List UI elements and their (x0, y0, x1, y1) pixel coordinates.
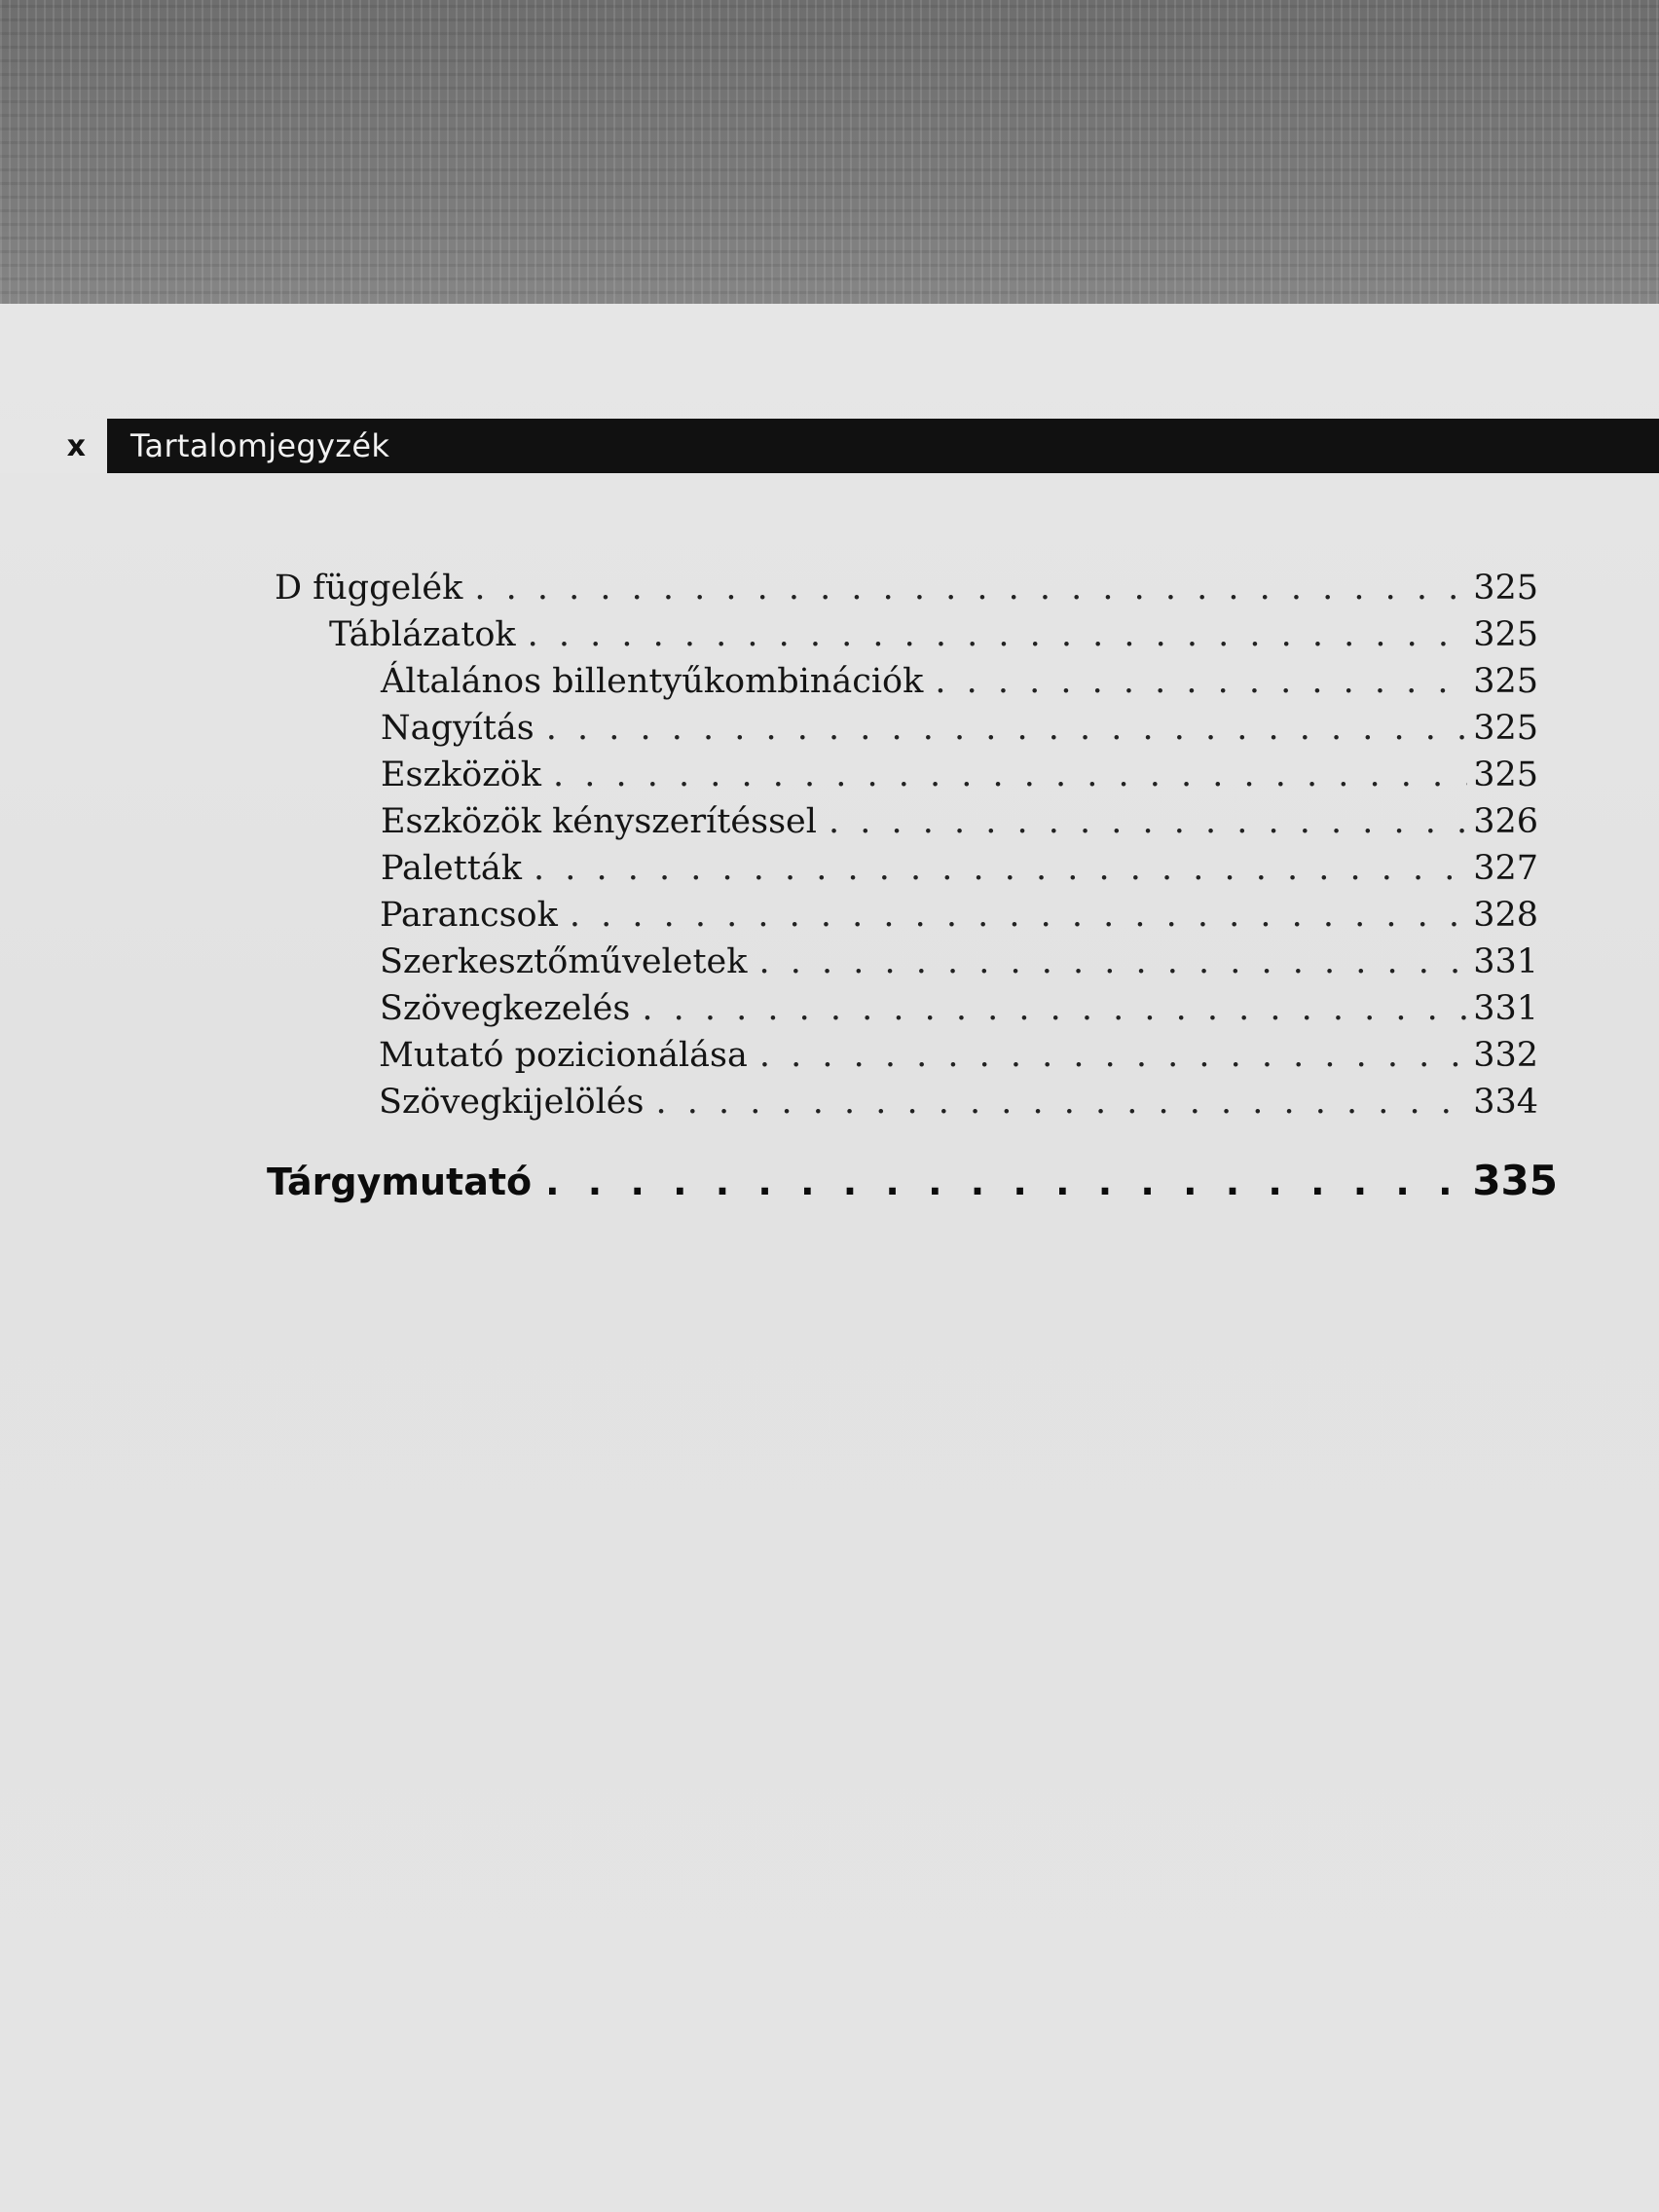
toc-entry-label: Mutató pozicionálása (379, 1036, 748, 1075)
toc-entry-label: Szerkesztőműveletek (380, 942, 748, 981)
toc-index-label: Tárgymutató (267, 1161, 533, 1203)
dot-leader (759, 1036, 1467, 1075)
toc-entry (379, 1083, 1538, 1129)
toc-entry-label: Paletták (381, 849, 522, 888)
toc-entry-page: 331 (1473, 942, 1538, 981)
toc-entry-page: 332 (1473, 1036, 1538, 1075)
toc-entry-page: 334 (1473, 1083, 1538, 1122)
toc-entry-label: Eszközök (381, 756, 541, 794)
dot-leader (553, 756, 1467, 794)
toc-entry-page: 327 (1473, 849, 1538, 888)
toc-entry-label: Szövegkezelés (380, 989, 631, 1028)
toc-entry-label: Szövegkijelölés (379, 1083, 645, 1122)
toc-entry-label: Nagyítás (381, 709, 535, 748)
dot-leader (655, 1083, 1467, 1122)
dot-leader (474, 569, 1467, 608)
toc-entry (381, 709, 1538, 756)
dot-leader (534, 849, 1467, 888)
toc-index-page: 335 (1472, 1157, 1558, 1204)
toc-entry (275, 569, 1538, 615)
toc-entry (381, 662, 1538, 709)
toc-entry (381, 849, 1538, 896)
toc-entry-label: Táblázatok (329, 615, 516, 654)
dot-leader (570, 896, 1467, 935)
toc-entry (329, 615, 1538, 662)
toc-entry-label: Parancsok (380, 896, 558, 935)
toc-entry-page: 331 (1473, 989, 1538, 1028)
dot-leader (528, 615, 1468, 654)
toc-entry (379, 1036, 1538, 1083)
toc-entry-page: 325 (1473, 569, 1538, 608)
toc-entry-label: Általános billentyűkombinációk (381, 662, 924, 701)
book-page (0, 304, 1659, 2212)
toc-entry-page: 325 (1473, 615, 1538, 654)
dot-leader (758, 942, 1467, 981)
background-surface (0, 0, 1659, 321)
dot-leader (829, 802, 1467, 841)
toc-entry-label: Eszközök kényszerítéssel (381, 802, 817, 841)
dot-leader (545, 1161, 1464, 1203)
toc-entry (380, 942, 1538, 989)
dot-leader (642, 989, 1467, 1028)
toc-entry-page: 325 (1473, 709, 1538, 748)
dot-leader (935, 662, 1467, 701)
toc-index-entry (267, 1157, 1558, 1204)
toc-entry (381, 756, 1538, 802)
header-page-number: x (0, 419, 107, 473)
toc-entry (381, 802, 1538, 849)
toc-entry-page: 326 (1473, 802, 1538, 841)
toc-entry-label: D függelék (275, 569, 463, 608)
header-title: Tartalomjegyzék (130, 427, 390, 464)
dot-leader (546, 709, 1467, 748)
table-of-contents (0, 304, 1659, 2212)
toc-entry-page: 328 (1473, 896, 1538, 935)
toc-entry (380, 989, 1538, 1036)
toc-entry (380, 896, 1538, 942)
toc-entry-page: 325 (1473, 662, 1538, 701)
toc-entry-page: 325 (1473, 756, 1538, 794)
